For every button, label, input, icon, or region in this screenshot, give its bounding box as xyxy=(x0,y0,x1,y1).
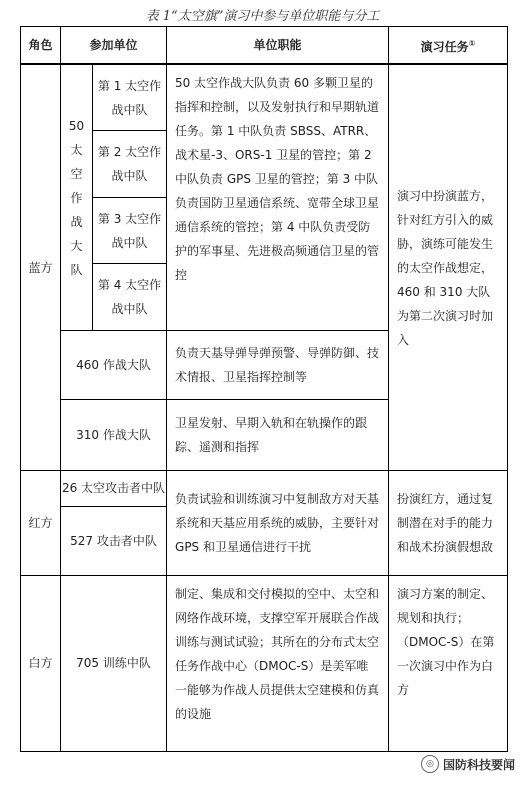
roles-table xyxy=(20,26,508,752)
unit-50-group-vertical xyxy=(61,64,93,330)
unit-705: 705 训练中队 xyxy=(61,575,167,751)
unit-460: 460 作战大队 xyxy=(61,330,167,400)
header-duty: 单位职能 xyxy=(167,27,389,65)
table-row xyxy=(21,575,508,751)
duty-50-group: 50 太空作战大队负责 60 多颗卫星的指挥和控制，以及发射执行和早期轨道任务。第 1 中队负责 SBSS、ATRR、战术星-3、ORS-1 卫星的管控；第 2 中队负责 GPS 卫星的管控；第 3 中队负责国防卫星通信系统、宽带全球卫星通信系统的管控；第 4 中队负责受防护的军事星、先进极高频通信卫星的管控 xyxy=(167,64,389,330)
duty-310: 卫星发射、早期入轨和在轨操作的跟踪、遥测和指挥 xyxy=(167,400,389,471)
role-blue: 蓝方 xyxy=(21,64,61,470)
table-header-row xyxy=(21,27,508,65)
squadron-1: 第 1 太空作战中队 xyxy=(93,64,167,131)
duty-460: 负责天基导弹导弹预警、导弹防御、技术情报、卫星指挥控制等 xyxy=(167,330,389,400)
vchar: 大 xyxy=(70,238,83,253)
duty-red: 负责试验和训练演习中复制敌方对天基系统和天基应用系统的威胁，主要针对 GPS 和卫星通信进行干扰 xyxy=(167,470,389,575)
header-role: 角色 xyxy=(21,27,61,65)
task-white: 演习方案的制定、规划和执行；（DMOC-S）在第一次演习中作为白方 xyxy=(389,575,508,751)
role-red: 红方 xyxy=(21,470,61,575)
duty-white: 制定、集成和交付模拟的空中、太空和网络作战环境，支撑空军开展联合作战训练与测试试验；其所在的分布式太空任务作战中心（DMOC-S）是美军唯一能够为作战人员提供太空建模和仿真的设施 xyxy=(167,575,389,751)
vchar: 太 xyxy=(70,142,83,157)
watermark xyxy=(421,755,515,773)
header-task-label: 演习任务 xyxy=(420,39,469,54)
vchar: 战 xyxy=(70,214,83,229)
table-row xyxy=(21,64,508,131)
wechat-icon: ◎ xyxy=(421,755,439,773)
table-caption: 表 1“太空旗”演习中参与单位职能与分工 xyxy=(145,9,380,24)
watermark-text: 国防科技要闻 xyxy=(442,757,515,772)
vchar: 空 xyxy=(70,166,83,181)
unit-527: 527 攻击者中队 xyxy=(61,507,167,576)
header-task-footnote: ① xyxy=(468,38,476,48)
unit-310: 310 作战大队 xyxy=(61,400,167,471)
header-task xyxy=(389,27,508,65)
squadron-3: 第 3 太空作战中队 xyxy=(93,197,167,264)
vchar: 队 xyxy=(70,262,83,277)
role-white: 白方 xyxy=(21,575,61,751)
task-red: 扮演红方，通过复制潜在对手的能力和战术扮演假想敌 xyxy=(389,470,508,575)
header-unit: 参加单位 xyxy=(61,27,167,65)
vchar: 50 xyxy=(68,118,85,133)
task-blue: 演习中扮演蓝方，针对红方引入的威胁，演练可能发生的太空作战想定，460 和 310 大队为第二次演习时加入 xyxy=(389,64,508,470)
table-row xyxy=(21,470,508,506)
squadron-2: 第 2 太空作战中队 xyxy=(93,131,167,198)
vchar: 作 xyxy=(70,190,83,205)
squadron-4: 第 4 太空作战中队 xyxy=(93,264,167,331)
unit-26: 26 太空攻击者中队 xyxy=(61,470,167,506)
